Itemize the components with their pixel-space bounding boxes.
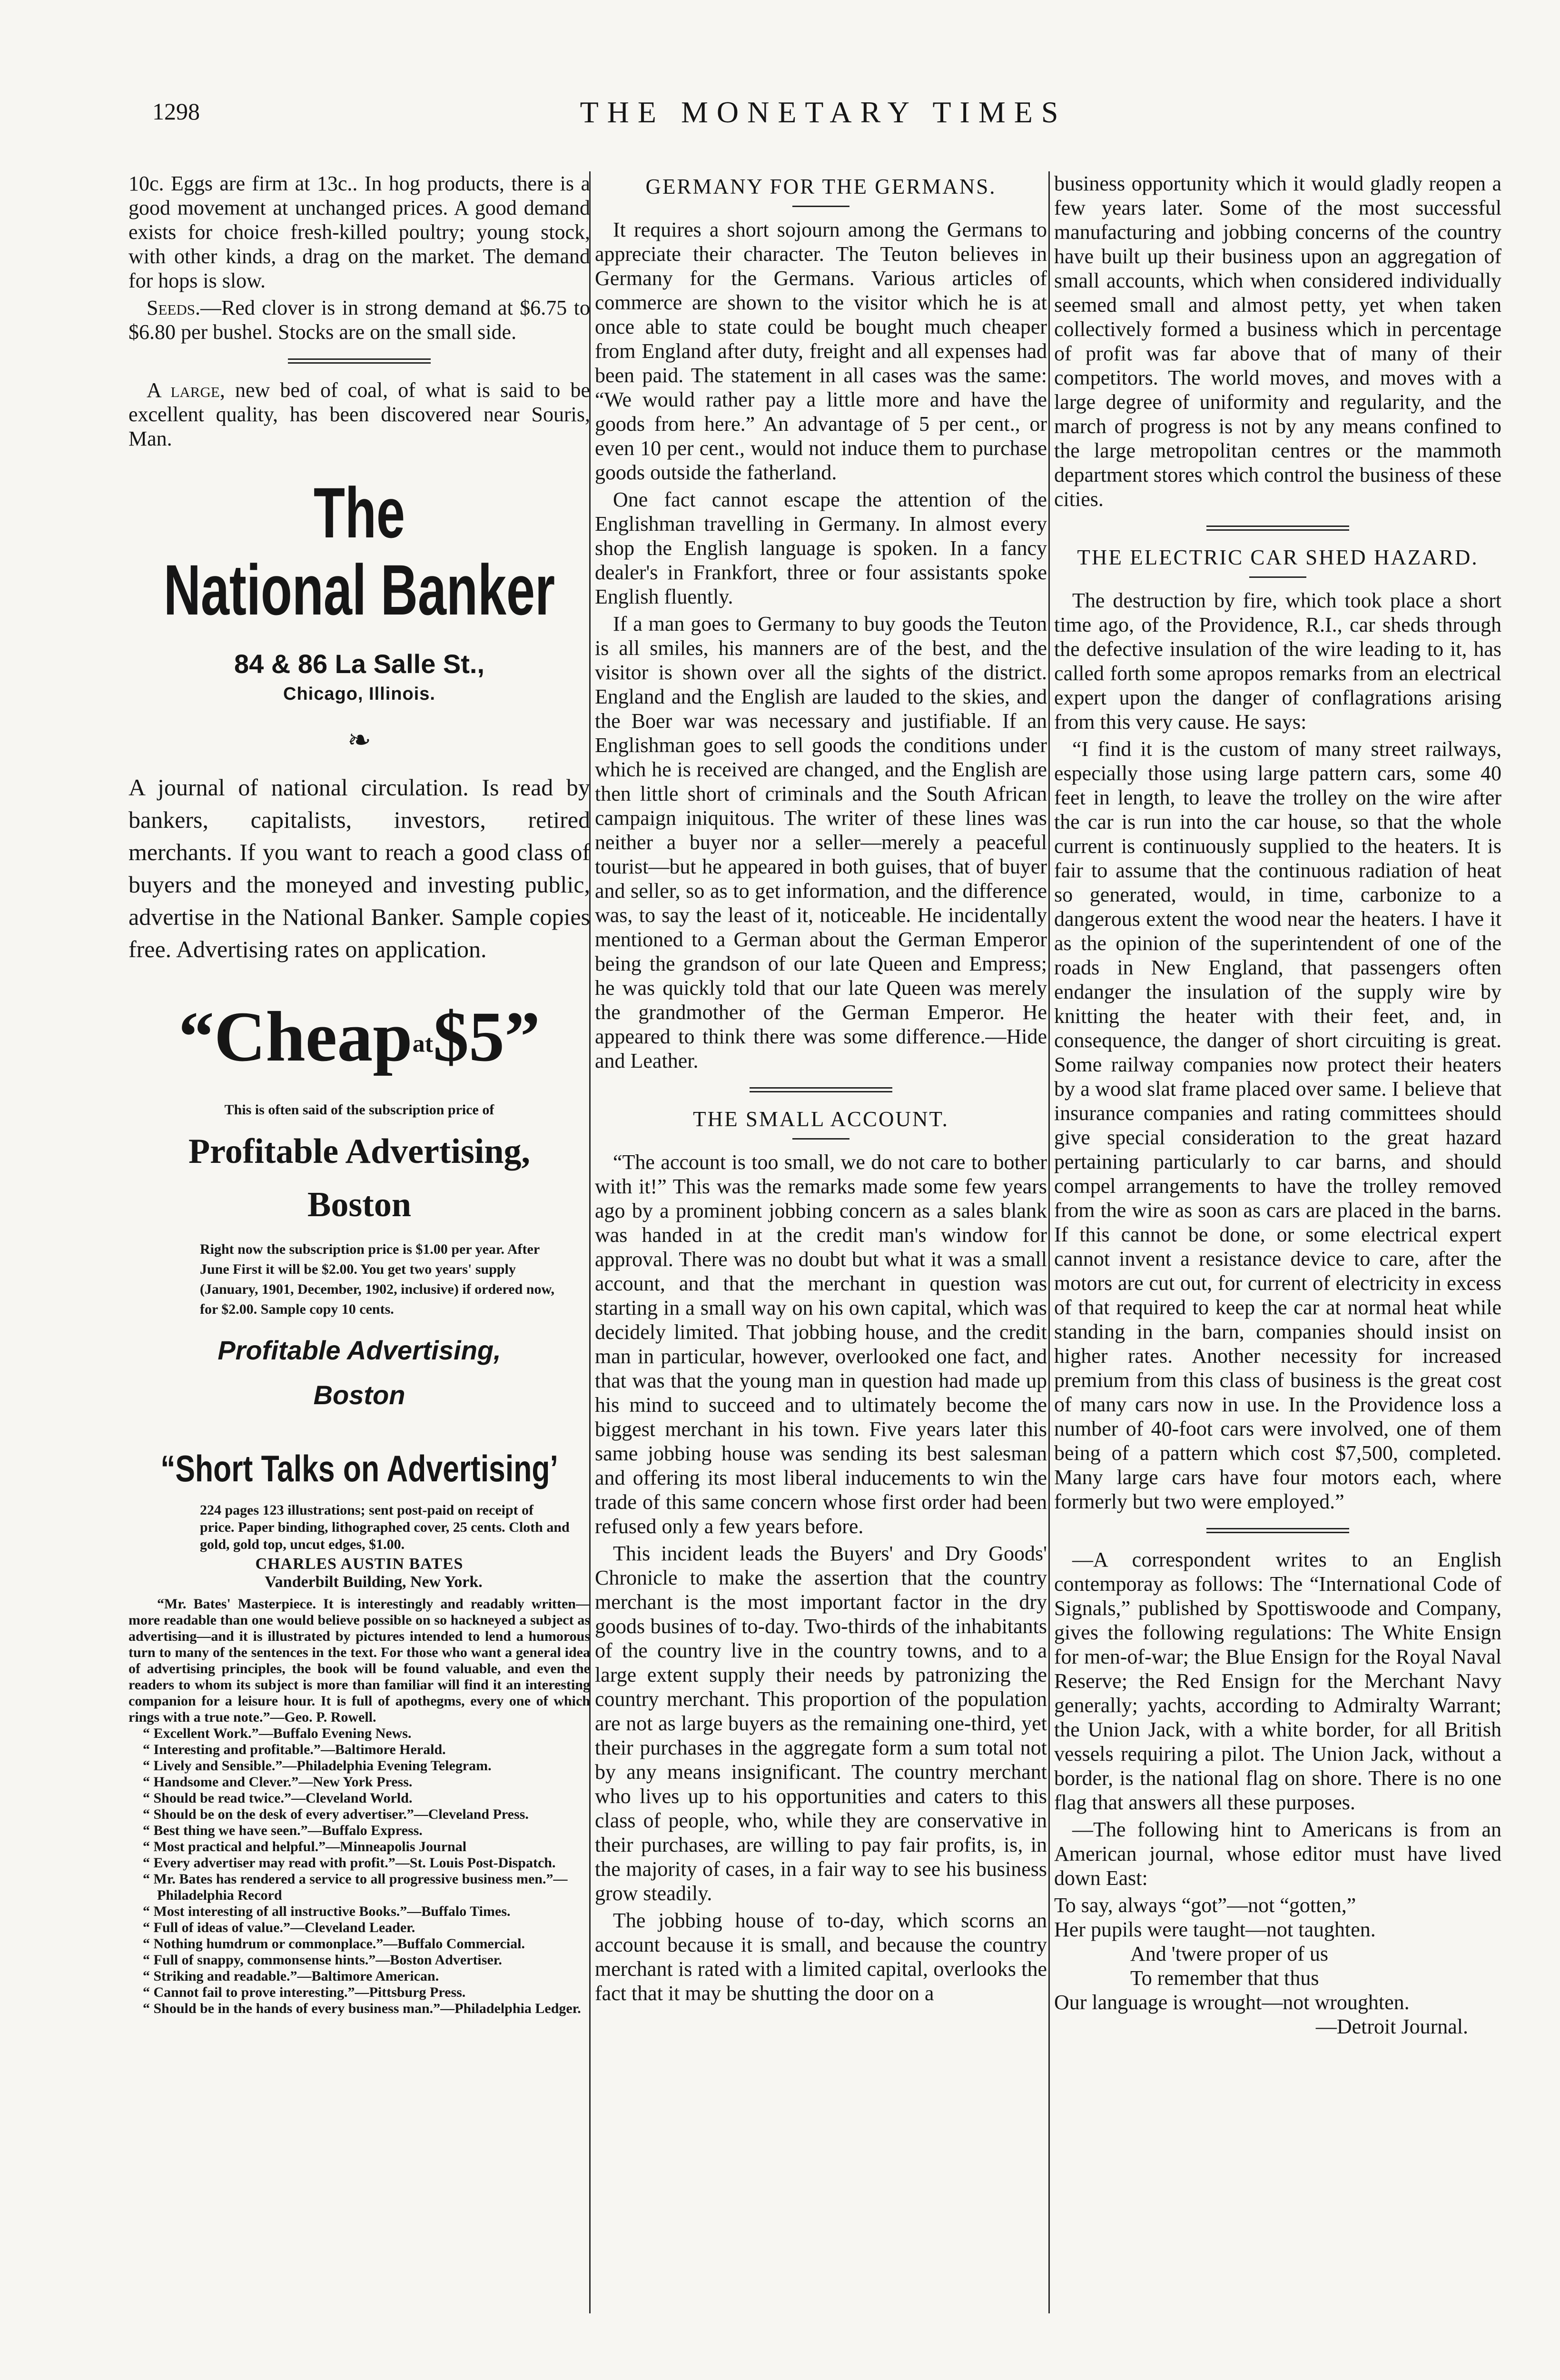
- testimonial: “ Every advertiser may read with profit.”—St. Louis Post-Dispatch.: [143, 1854, 556, 1871]
- poem-line: To say, always “got”—not “gotten,”: [1054, 1894, 1356, 1917]
- cheap-price: $5”: [433, 997, 541, 1076]
- short-talks-author: CHARLES AUSTIN BATES: [255, 1555, 464, 1573]
- short-talks-ad: [128, 1447, 590, 2017]
- article-paragraph: If a man goes to Germany to buy goods the Teuton is all smiles, his manners are of the best, and the visitor is shown over all the sights of the district. England and the English are lauded to the skies, and the Boer war was necessary and justifiable. If an Englishman goes to sell goods the conditions under which he is received are changed, and the English are then little short of criminals and the South African campaign iniquitous. The writer of these lines was neither a buyer nor a seller—merely a peaceful tourist—but he appeared in both guises, that of buyer and seller, so as to get information, and the difference was, to say the least of it, noticeable. He incidentally mentioned to a German about the German Emperor being the grandson of our late Queen and Empress; he was quickly told that our late Queen was merely the grandmother of the German Emperor. He appeared to think there was some difference.—Hide and Leather.: [595, 612, 1047, 1072]
- ad-blurb: A journal of national circulation. Is read by bankers, capitalists, investors, retired merchants. If you want to reach a good class of buyers and the moneyed and investing public, advertise in the National Banker. Sample copies free. Advertising rates on application.: [128, 774, 590, 962]
- testimonial: “ Should be read twice.”—Cleveland World.: [143, 1790, 413, 1806]
- headline-rule: [792, 206, 849, 207]
- article-paragraph: One fact cannot escape the attention of the Englishman travelling in Germany. In almost every shop the English language is spoken. In a fancy dealer's in Frankfort, three or four assistants spoke English fluently.: [595, 488, 1047, 608]
- headline-small-account: THE SMALL ACCOUNT.: [693, 1107, 949, 1131]
- testimonial: “ Most interesting of all instructive Books.”—Buffalo Times.: [143, 1903, 511, 1919]
- column-1: [128, 171, 590, 2351]
- testimonial: “ Most practical and helpful.”—Minneapolis Journal: [143, 1838, 467, 1854]
- column-rule: [1048, 171, 1050, 2313]
- cheap-ad: [128, 999, 590, 1409]
- cheap-headline: [128, 999, 590, 1082]
- short-talks-address: Vanderbilt Building, New York.: [265, 1573, 483, 1591]
- article-paragraph: It requires a short sojourn among the Germans to appreciate their character. The Teuton believes in Germany for the Germans. Various articles of commerce are shown to the visitor which he is at once able to state could be bought much cheaper from England after duty, freight and all expenses had been paid. The statement in all cases was the same: “We would rather pay a little more and have the goods from here.” An advantage of 5 per cent., or even 10 per cent., would not induce them to purchase goods outside the fatherland.: [595, 218, 1047, 484]
- fleuron-icon: ❧: [347, 724, 372, 756]
- testimonial: “ Full of ideas of value.”—Cleveland Leader.: [143, 1919, 415, 1935]
- hint-paragraph: —The following hint to Americans is from an American journal, whose editor must have lived down East:: [1054, 1818, 1501, 1890]
- testimonial: “ Full of snappy, commonsense hints.”—Boston Advertiser.: [143, 1952, 502, 1968]
- seeds-paragraph: [128, 296, 590, 344]
- poem: [1054, 1893, 1501, 2014]
- ad-the: The: [313, 473, 405, 553]
- signals-paragraph: —A correspondent writes to an English contemporay as follows: The “International Code of Signals,” published by Spottiswoode and Company, gives the following regulations: The White Ensign for men-of-war; the Blue Ensign for the Royal Naval Reserve; the Red Ensign for the Merchant Navy generally; yachts, according to Admiralty Warrant; the Union Jack, with a white border, for all British vessels requiring a pilot. The Union Jack, without a border, is the national flag on shore. There is no one flag that answers all these purposes.: [1054, 1548, 1501, 1814]
- page-header: [152, 95, 1494, 140]
- poem-line: Her pupils were taught—not taughten.: [1054, 1918, 1376, 1941]
- article-paragraph: “I find it is the custom of many street railways, especially those using large pattern cars, some 40 feet in length, to leave the trolley on the wire after the car is run into the car house, so that the whole current is continuously supplied to the heaters. It is fair to assume that the continuous radiation of heat so generated, would, in time, carbonize to a dangerous extent the wood near the heaters. I have it as the opinion of the superintendent of one of the roads in New England, that passengers often endanger the insulation of the supply wire by knitting the heater with their feet, and, in consequence, the danger of short circuiting is great. Some railway companies now protect their heaters by a wood slat frame placed over same. I believe that insurance companies and rating committees should give special consideration to the great hazard pertaining particularly to car barns, and should compel arrangements to have the trolley removed from the wire as soon as cars are placed in the barns. If this cannot be done, or some electrical expert cannot invent a resistance device to care, after the motors are cut out, for current of electricity in excess of that required to keep the car at normal heat while standing in the barn, companies should insist on higher rates. Another necessity for increased premium from this class of business is the great cost of many cars now in use. In the Providence loss a number of 40-foot cars were involved, one of them being of a pattern which cost $7,500, completed. Many large cars have four motors each, where formerly but two were employed.”: [1054, 737, 1501, 1513]
- poem-source: —Detroit Journal.: [1315, 2015, 1468, 2038]
- pa-signature-1: Profitable Advertising,: [217, 1335, 501, 1365]
- ad-title: National Banker: [163, 550, 555, 630]
- section-divider: [750, 1087, 892, 1092]
- short-talks-detail: 224 pages 123 illustrations; sent post-paid on receipt of price. Paper binding, lithographed cover, 25 cents. Cloth and gold, gold top, uncut edges, $1.00.: [200, 1502, 570, 1552]
- testimonial: “ Nothing humdrum or commonplace.”—Buffalo Commercial.: [143, 1935, 525, 1952]
- section-divider: [1206, 526, 1349, 531]
- ad-city: Chicago, Illinois.: [283, 684, 435, 704]
- poem-line: And 'twere proper of us: [1130, 1942, 1329, 1965]
- short-talks-title: “Short Talks on Advertising’: [160, 1447, 558, 1489]
- cheap-at: at: [412, 1030, 434, 1058]
- testimonial: “ Should be in the hands of every business man.”—Philadelphia Ledger.: [143, 2000, 581, 2016]
- pa-title-2: Boston: [307, 1185, 411, 1224]
- headline-rule: [792, 1138, 849, 1140]
- short-talks-quote: “Mr. Bates' Masterpiece. It is interestingly and readably written—more readable than one would believe possible on so hackneyed a subject as advertising—and it is illustrated by pictures intended to lend a humorous turn to many of the sentences in the text. For those who want a general idea of advertising principles, the book will be found valuable, and even the readers to whom its subject is more than familiar will find it an interesting companion for a leisure hour. It is full of apothegms, every one of which rings with a true note.”—Geo. P. Rowell.: [128, 1596, 590, 1725]
- national-banker-ad: [128, 475, 590, 965]
- testimonial: “ Cannot fail to prove interesting.”—Pittsburg Press.: [143, 1984, 466, 2000]
- seeds-lead: Seeds.: [147, 296, 200, 319]
- seeds-text: —Red clover is in strong demand at $6.75 to $6.80 per bushel. Stocks are on the small side.: [128, 296, 590, 344]
- ad-address: 84 & 86 La Salle St.,: [234, 649, 485, 679]
- article-paragraph: This incident leads the Buyers' and Dry Goods' Chronicle to make the assertion that the country merchant is the most important factor in the dry goods busines of to-day. Two-thirds of the inhabitants of the country live in the country towns, and to a large extent supply their needs by patronizing the country merchant. This proportion of the population are not as large buyers as the remaining one-third, yet their purchases in the aggregate form a sum total not by any means insignificant. The country merchant who lives up to his opportunities and caters to this class of people, who, while they are conservative in their purchases, are willing to pay fair profits, is, in the majority of cases, in a fair way to see his business grow steadily.: [595, 1542, 1047, 1905]
- testimonial: “ Lively and Sensible.”—Philadelphia Evening Telegram.: [143, 1757, 492, 1774]
- testimonial: “ Striking and readable.”—Baltimore American.: [143, 1968, 439, 1984]
- section-divider: [288, 358, 431, 364]
- headline-germany: GERMANY FOR THE GERMANS.: [645, 175, 997, 198]
- testimonial: “ Excellent Work.”—Buffalo Evening News.: [143, 1725, 412, 1741]
- continued-paragraph: business opportunity which it would gladly reopen a few years later. Some of the most successful manufacturing and jobbing concerns of the country have built up their business upon an aggregation of small accounts, which when considered individually seemed small and almost petty, yet when taken collectively formed a business which in percentage of profit was far above that of many of their competitors. The world moves, and moves with a large degree of uniformity and regularity, and the march of progress is not by any means confined to the large metropolitan centres or the mammoth department stores which control the business of these cities.: [1054, 172, 1501, 511]
- article-paragraph: “The account is too small, we do not care to bother with it!” This was the remarks made some few years ago by a prominent jobbing concern as a sales blank was handed in at the credit man's window for approval. There was no doubt but what it was a small account, and that the merchant in question was starting in a small way on his own capital, which was decidely limited. That jobbing house, and the credit man in particular, however, overlooked one fact, and that was that the young man in question had made up his mind to succeed and to ultimately become the biggest merchant in his town. Five years later this same jobbing house was sending its best salesman and offering its most liberal inducements to win the trade of this same concern whose first order had been refused only a few years before.: [595, 1150, 1047, 1538]
- testimonial: “ Best thing we have seen.”—Buffalo Express.: [143, 1822, 423, 1838]
- cheap-intro: This is often said of the subscription price of: [224, 1101, 494, 1118]
- headline-rule: [1249, 576, 1306, 578]
- masthead: THE MONETARY TIMES: [580, 95, 1067, 129]
- poem-line: To remember that thus: [1130, 1966, 1319, 1990]
- coal-paragraph: [128, 378, 590, 451]
- article-paragraph: The jobbing house of to-day, which scorns an account because it is small, and because the country merchant is rated with a limited capital, overlooks the fact that it may be shutting the door on a: [595, 1909, 1047, 2005]
- pa-title-1: Profitable Advertising,: [188, 1131, 531, 1171]
- column-2: [595, 171, 1047, 2351]
- market-paragraph: 10c. Eggs are firm at 13c.. In hog products, there is a good movement at unchanged prices. A good demand exists for choice fresh-killed poultry; young stock, with other kinds, a drag on the market. The demand for hops is slow.: [128, 172, 590, 292]
- testimonial: “ Handsome and Clever.”—New York Press.: [143, 1774, 413, 1790]
- testimonial: “ Mr. Bates has rendered a service to all progressive business men.”—Philadelphia Record: [143, 1871, 568, 1903]
- section-divider: [1206, 1528, 1349, 1533]
- pa-signature-2: Boston: [313, 1379, 405, 1410]
- coal-lead: A large: [147, 378, 220, 402]
- testimonial-list: [128, 1726, 590, 2017]
- poem-line: Our language is wrought—not wroughten.: [1054, 1991, 1410, 2014]
- testimonial: “ Should be on the desk of every advertiser.”—Cleveland Press.: [143, 1806, 529, 1822]
- cheap-word: “Cheap: [178, 997, 413, 1076]
- pa-terms: Right now the subscription price is $1.00 per year. After June First it will be $2.00. You get two years' supply (January, 1901, December, 1902, inclusive) if ordered now, for $2.00. Sample copy 10 cents.: [200, 1241, 554, 1317]
- testimonial: “ Interesting and profitable.”—Baltimore Herald.: [143, 1741, 446, 1757]
- headline-electric: THE ELECTRIC CAR SHED HAZARD.: [1077, 545, 1479, 569]
- page-number: 1298: [152, 98, 200, 125]
- column-3: [1054, 171, 1501, 2351]
- article-paragraph: The destruction by fire, which took place a short time ago, of the Providence, R.I., car sheds through the defective insulation of the wire leading to it, has called forth some apropos remarks from an electrical expert upon the danger of conflagrations arising from this very cause. He says:: [1054, 589, 1501, 734]
- coal-text: , new bed of coal, of what is said to be excellent quality, has been discovered near Souris, Man.: [128, 378, 590, 450]
